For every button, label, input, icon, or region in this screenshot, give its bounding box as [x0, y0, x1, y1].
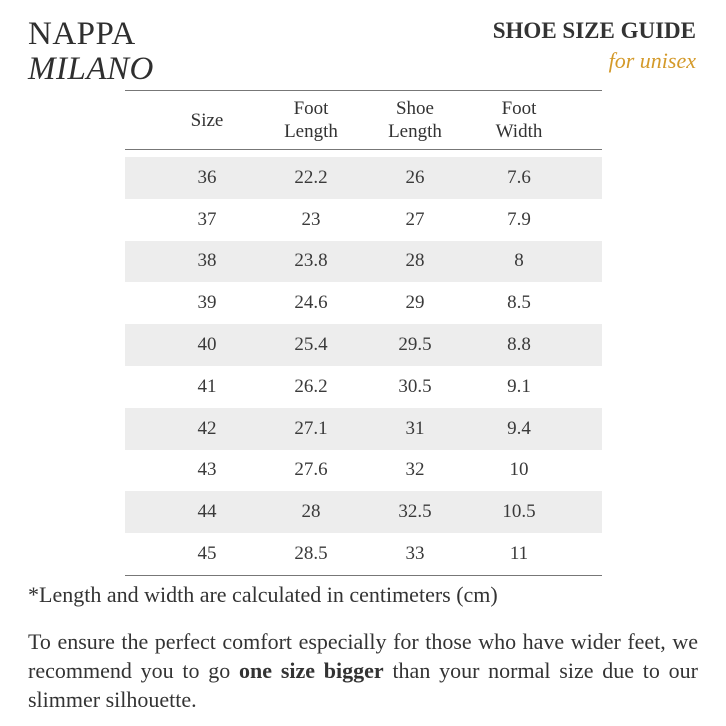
cell-foot-width: 10 [509, 459, 529, 481]
header-foot-width: Foot Width [495, 98, 543, 142]
fit-advice-start: To ensure the perfect comfort especially for those who have wider feet, we recommend you to go [28, 629, 698, 683]
cell-foot-length: 23.8 [294, 250, 328, 272]
fit-advice [28, 627, 698, 714]
cell-shoe-length: 26 [405, 166, 425, 188]
cell-size: 41 [197, 375, 217, 397]
table-row [125, 282, 602, 324]
fit-advice-end: than your normal size due to our slimmer silhouette. [28, 658, 698, 712]
table-row [125, 366, 602, 408]
cell-shoe-length: 29 [405, 292, 425, 314]
cell-foot-width: 9.4 [507, 417, 531, 439]
table-bottom-rule [125, 575, 602, 576]
guide-subtitle: for unisex [608, 48, 696, 73]
cell-size: 40 [197, 334, 217, 356]
cell-shoe-length: 31 [405, 417, 425, 439]
brand-line-2: MILANO [28, 51, 154, 87]
cell-foot-width: 9.1 [507, 375, 531, 397]
cell-foot-length: 23 [301, 208, 321, 230]
units-note: *Length and width are calculated in centimeters (cm) [28, 582, 498, 607]
cell-shoe-length: 32.5 [398, 501, 432, 523]
cell-shoe-length: 29.5 [398, 334, 432, 356]
cell-size: 44 [197, 501, 217, 523]
cell-size: 43 [197, 459, 217, 481]
brand-logo [28, 18, 154, 86]
cell-size: 37 [197, 208, 217, 230]
table-header-rule [125, 149, 602, 150]
table-top-rule [125, 90, 602, 91]
cell-foot-length: 27.6 [294, 459, 328, 481]
cell-foot-width: 8.5 [507, 292, 531, 314]
cell-foot-length: 25.4 [294, 334, 328, 356]
header-foot-length: Foot Length [284, 98, 338, 142]
table-row [125, 408, 602, 450]
table-row [125, 450, 602, 492]
cell-foot-length: 28 [301, 501, 321, 523]
table-row [125, 491, 602, 533]
cell-foot-length: 26.2 [294, 375, 328, 397]
table-row [125, 324, 602, 366]
size-table-body [125, 157, 602, 575]
cell-foot-length: 24.6 [294, 292, 328, 314]
cell-shoe-length: 33 [405, 543, 425, 565]
cell-shoe-length: 32 [405, 459, 425, 481]
cell-shoe-length: 27 [405, 208, 425, 230]
header-shoe-length: Shoe Length [388, 98, 442, 142]
table-row [125, 157, 602, 199]
cell-size: 36 [197, 166, 217, 188]
cell-foot-width: 8 [514, 250, 524, 272]
fit-advice-emphasis: one size bigger [239, 658, 384, 683]
cell-shoe-length: 30.5 [398, 375, 432, 397]
cell-foot-width: 11 [509, 543, 529, 565]
table-row [125, 199, 602, 241]
cell-foot-width: 7.9 [507, 208, 531, 230]
cell-foot-width: 10.5 [502, 501, 536, 523]
guide-title: SHOE SIZE GUIDE [492, 18, 696, 43]
cell-foot-width: 7.6 [507, 166, 531, 188]
cell-size: 38 [197, 250, 217, 272]
header-size: Size [190, 109, 224, 131]
guide-heading [493, 18, 696, 74]
cell-foot-length: 28.5 [294, 543, 328, 565]
cell-foot-length: 22.2 [294, 166, 328, 188]
cell-size: 39 [197, 292, 217, 314]
cell-foot-width: 8.8 [507, 334, 531, 356]
table-row [125, 533, 602, 575]
table-header [125, 92, 602, 148]
table-row [125, 241, 602, 283]
cell-size: 42 [197, 417, 217, 439]
cell-foot-length: 27.1 [294, 417, 328, 439]
cell-shoe-length: 28 [405, 250, 425, 272]
cell-size: 45 [197, 543, 217, 565]
brand-line-1: NAPPA [28, 16, 136, 52]
